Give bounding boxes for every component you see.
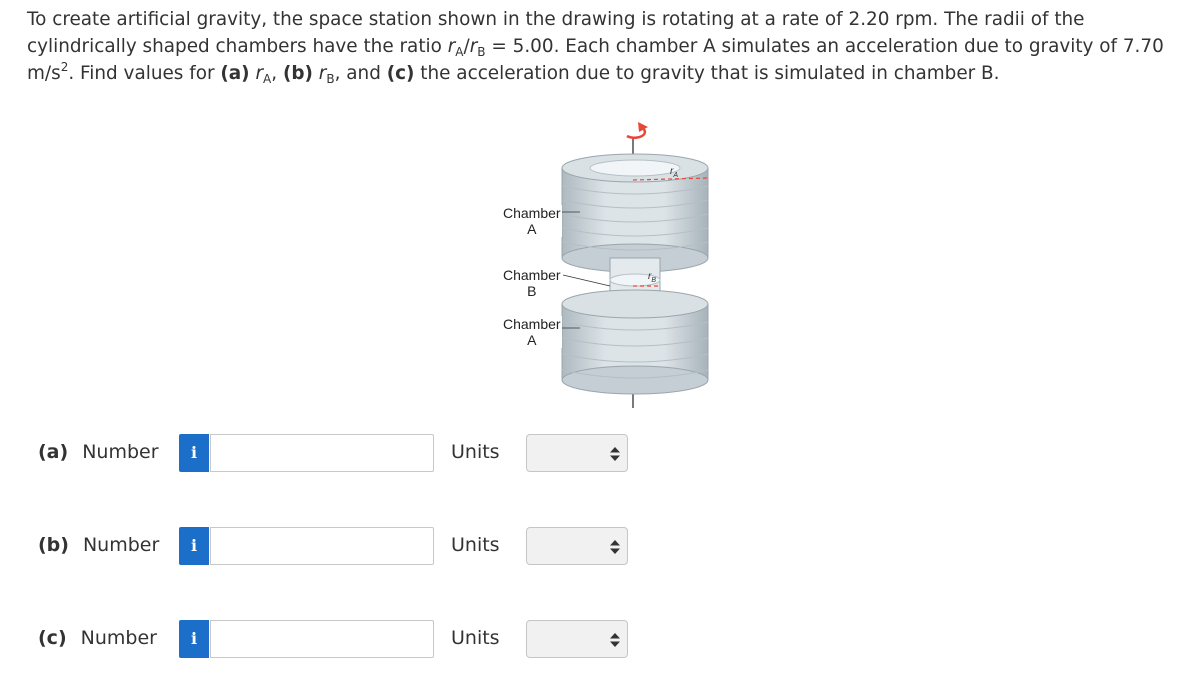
question-part4: , and	[334, 63, 387, 84]
label-chamber-a-bottom	[502, 316, 562, 348]
part-label: (c)	[38, 627, 67, 649]
label-ra-sub: A	[673, 172, 679, 179]
row-label	[38, 534, 159, 556]
number-label: Number	[82, 534, 160, 556]
number-input-b[interactable]	[210, 527, 434, 565]
label-ra-r: r	[670, 166, 674, 177]
units-select-a[interactable]	[526, 434, 628, 472]
label-line: A	[527, 221, 537, 237]
part-a-ref: (a)	[220, 63, 250, 84]
row-label	[38, 627, 157, 649]
superscript-2: 2	[60, 60, 69, 74]
label-rb	[648, 271, 656, 284]
units-select-b[interactable]	[526, 527, 628, 565]
part-c-ref: (c)	[386, 63, 415, 84]
label-ra	[670, 166, 678, 179]
info-icon[interactable]: i	[179, 434, 209, 472]
answer-row-a	[0, 432, 700, 476]
subscript-b: B	[477, 45, 486, 59]
label-rb-sub: B	[651, 277, 657, 284]
units-label: Units	[451, 441, 500, 463]
symbol-r: r	[469, 36, 478, 57]
units-select-c[interactable]	[526, 620, 628, 658]
updown-arrow-icon	[610, 540, 620, 554]
label-line: Chamber	[503, 205, 561, 221]
part-label: (b)	[38, 534, 69, 556]
separator: ,	[271, 63, 283, 84]
question-part3: . Find values for	[68, 63, 221, 84]
label-line: A	[527, 332, 537, 348]
leader-line	[563, 275, 610, 286]
label-chamber-b	[502, 267, 562, 299]
number-input-a[interactable]	[210, 434, 434, 472]
subscript-a: A	[263, 72, 272, 86]
info-icon[interactable]: i	[179, 620, 209, 658]
part-b-ref: (b)	[282, 63, 313, 84]
label-line: Chamber	[503, 316, 561, 332]
question-part5: the acceleration due to gravity that is simulated in chamber B.	[414, 63, 1000, 84]
number-label: Number	[82, 441, 159, 463]
part-label: (a)	[38, 441, 69, 463]
info-icon[interactable]: i	[179, 527, 209, 565]
symbol-r: r	[447, 36, 456, 57]
space-station-drawing	[490, 108, 730, 408]
number-input-c[interactable]	[210, 620, 434, 658]
question-part2: = 5.00. Each chamber A simulates an acceleration due to gravity of 7.70 m/s	[27, 36, 1164, 84]
subscript-a: A	[455, 45, 464, 59]
question-part1: To create artificial gravity, the space station shown in the drawing is rotating at a rate of 2.20 rpm. The radii of the cylindrically shaped chambers have the ratio	[27, 9, 1085, 57]
symbol-r: r	[318, 63, 327, 84]
units-label: Units	[451, 627, 500, 649]
lower-chamber-a	[562, 290, 708, 394]
answer-row-c	[0, 618, 700, 662]
number-label: Number	[80, 627, 157, 649]
slash: /	[463, 36, 470, 57]
symbol-r: r	[255, 63, 264, 84]
label-chamber-a-top	[502, 205, 562, 237]
answer-row-b	[0, 525, 700, 569]
label-rb-r: r	[648, 271, 652, 282]
updown-arrow-icon	[610, 447, 620, 461]
rotation-arrowhead-icon	[638, 122, 648, 132]
row-label	[38, 441, 159, 463]
label-line: B	[527, 283, 537, 299]
updown-arrow-icon	[610, 633, 620, 647]
label-line: Chamber	[503, 267, 561, 283]
upper-chamber-a	[562, 154, 708, 272]
space-station-figure	[490, 108, 730, 408]
subscript-b: B	[326, 72, 335, 86]
units-label: Units	[451, 534, 500, 556]
question-text	[27, 6, 1187, 87]
